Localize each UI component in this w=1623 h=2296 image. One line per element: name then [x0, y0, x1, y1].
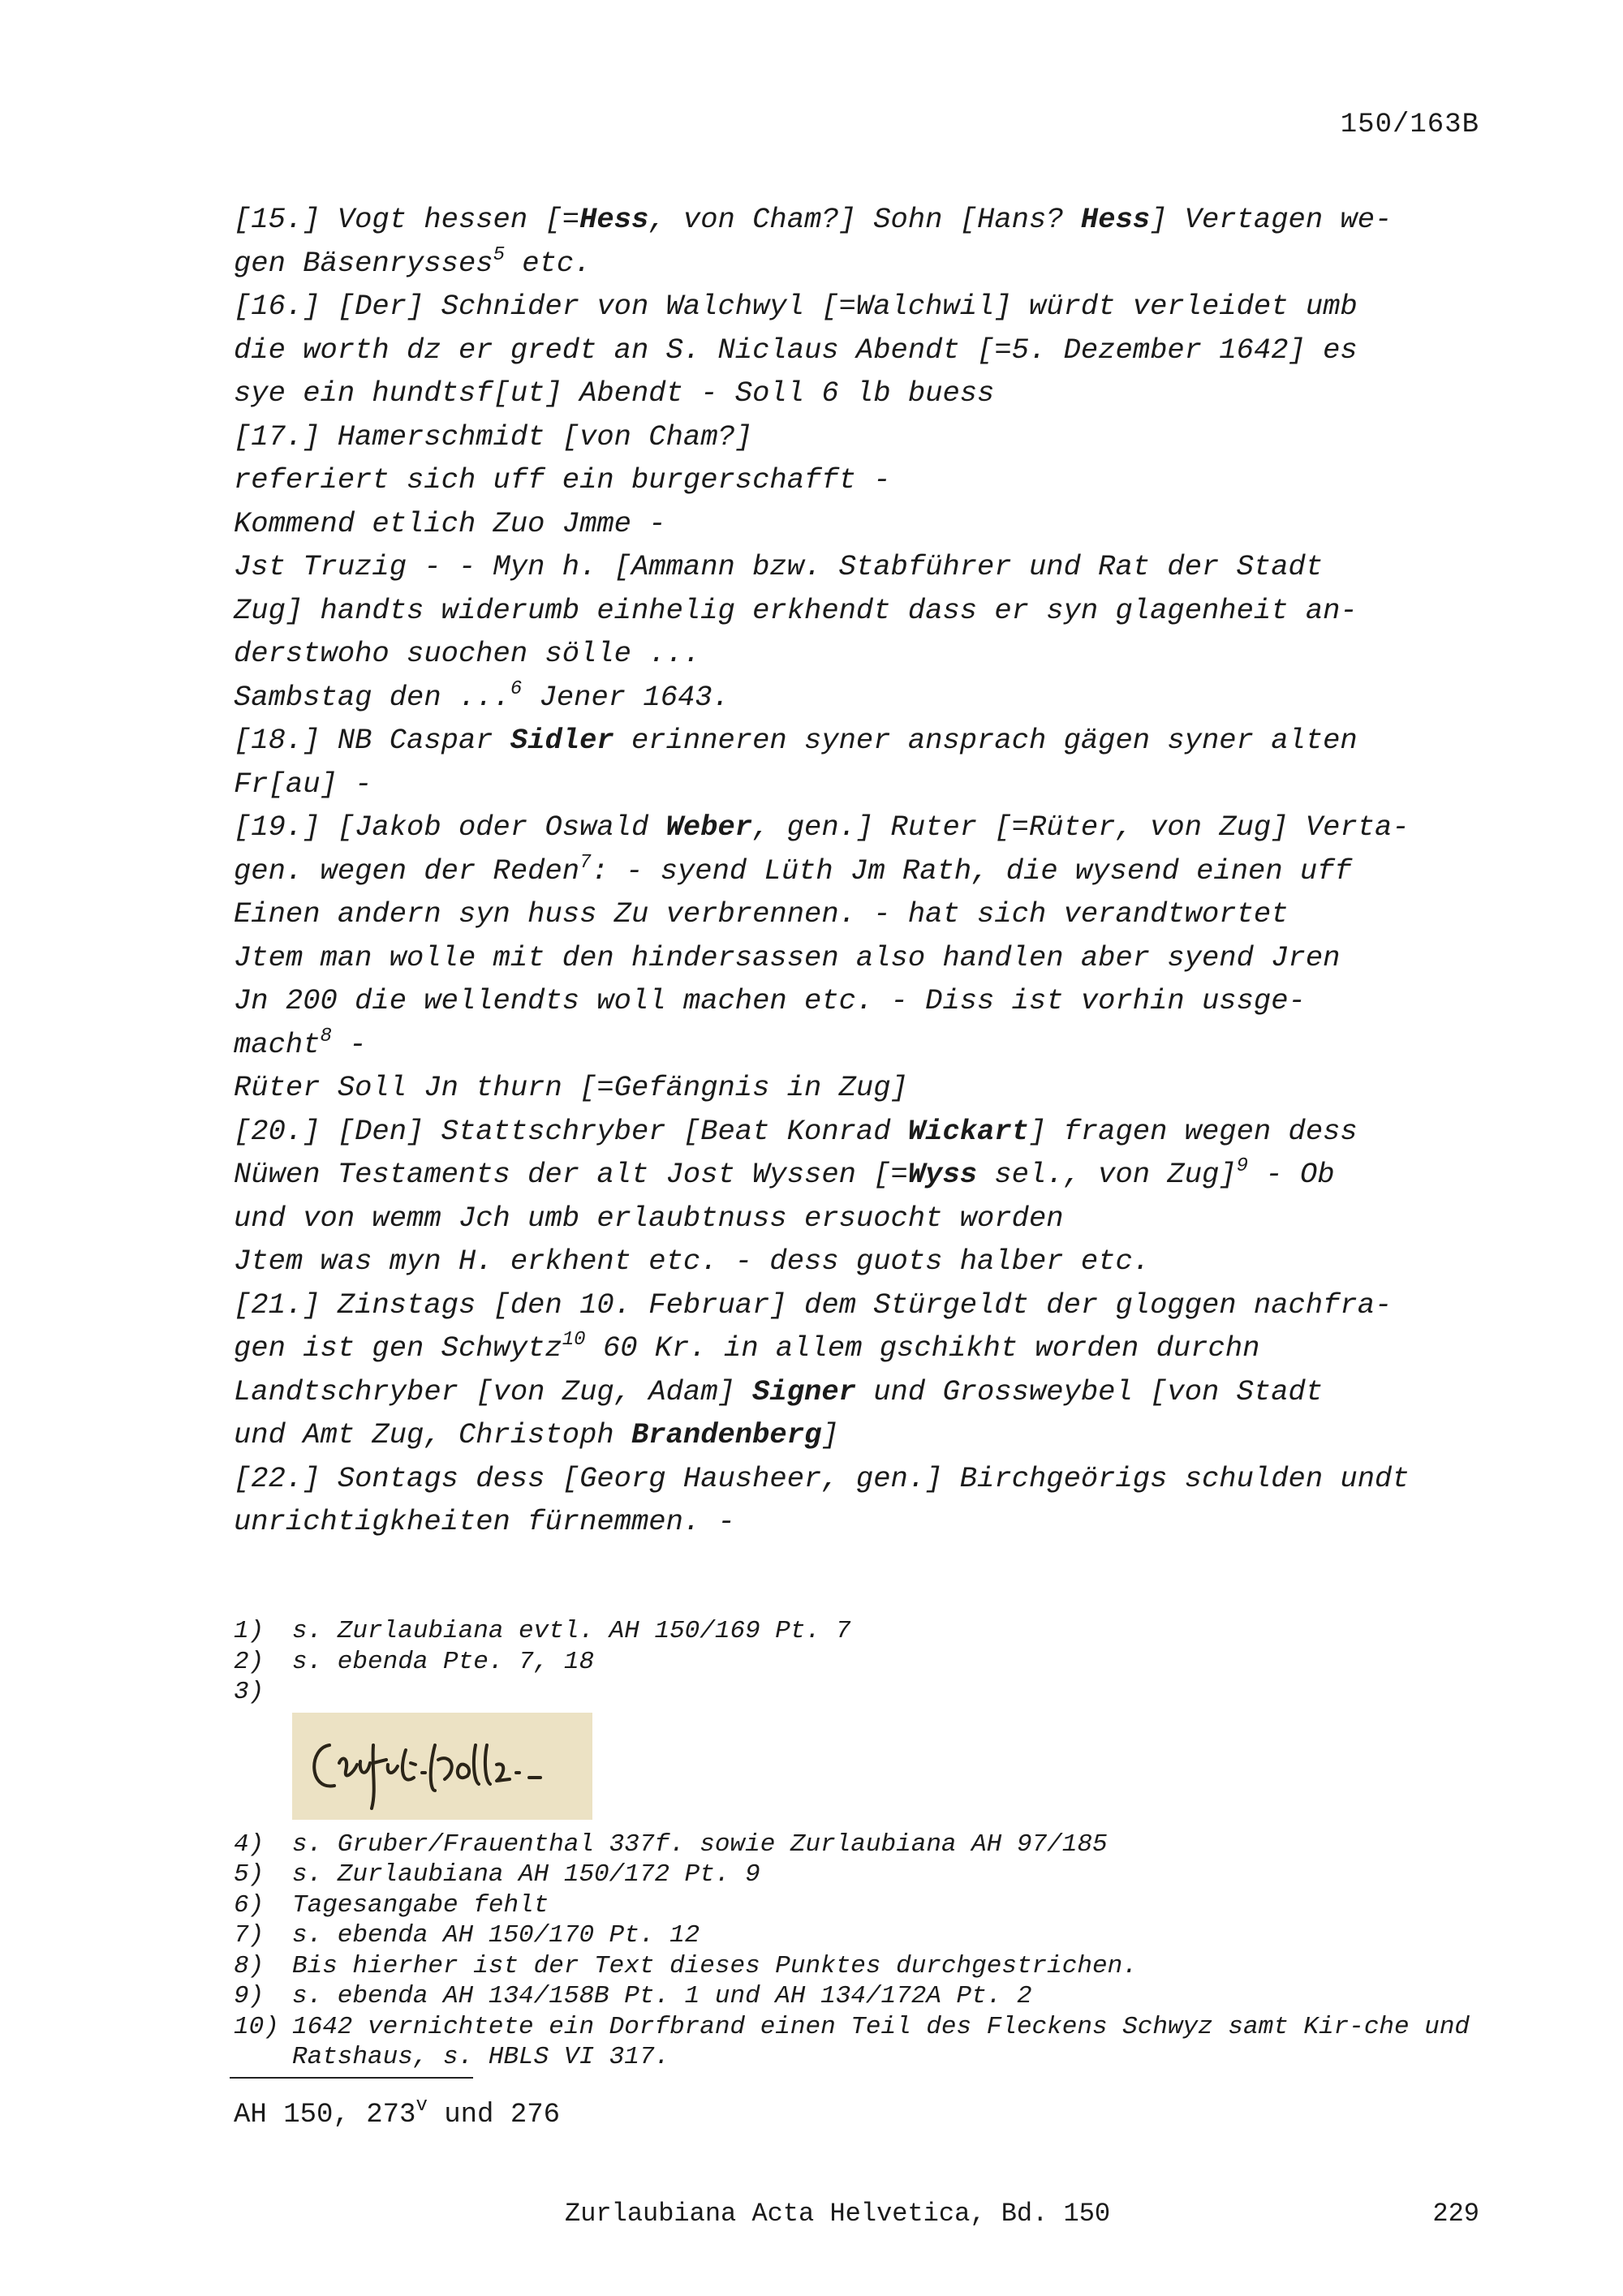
- text-segment: Jtem was myn H. erkhent etc. - dess guots halber etc.: [234, 1245, 1151, 1278]
- entry-line: [234, 1370, 1483, 1414]
- text-segment: und Amt Zug, Christoph: [234, 1418, 631, 1451]
- name-emphasis: Wickart: [907, 1114, 1029, 1148]
- entry-line: [234, 458, 1483, 502]
- text-segment: : - syend Lüth Jm Rath, die wysend einen uff: [591, 853, 1352, 888]
- main-text: [234, 198, 1483, 1544]
- entry-line: [234, 1283, 1483, 1327]
- text-segment: [19.] [Jakob oder Oswald: [234, 810, 666, 844]
- footnote-marker: 7: [579, 851, 592, 874]
- text-segment: Kommend etlich Zuo Jmme -: [234, 506, 666, 540]
- footnote-text: s. Zurlaubiana evtl. AH 150/169 Pt. 7: [292, 1617, 851, 1645]
- footnote: [234, 1890, 1483, 1921]
- footnote-text: s. Zurlaubiana AH 150/172 Pt. 9: [292, 1860, 760, 1889]
- footnote: [234, 1677, 1483, 1708]
- text-segment: Jtem man wolle mit den hindersassen also handlen aber syend Jren: [234, 940, 1341, 974]
- text-segment: Rüter Soll Jn thurn [=Gefängnis in Zug]: [234, 1071, 908, 1104]
- source-reference: [234, 2095, 561, 2130]
- text-segment: , von Cham?] Sohn [Hans?: [648, 203, 1081, 236]
- footnote-text: s. ebenda Pte. 7, 18: [292, 1647, 595, 1676]
- text-segment: etc.: [504, 246, 592, 280]
- footnote-text: 1642 vernichtete ein Dorfbrand einen Teil des Fleckens Schwyz samt Kir-che und Ratshaus, s. HBLS VI 317.: [292, 2012, 1470, 2071]
- footnote-number: 1): [234, 1617, 265, 1645]
- footnote-text: s. ebenda AH 150/170 Pt. 12: [292, 1921, 700, 1950]
- source-prefix: AH 150, 273: [234, 2100, 416, 2130]
- text-segment: ] fragen wegen dess: [1028, 1114, 1358, 1148]
- entry-line: [234, 1500, 1483, 1544]
- source-sup: v: [415, 2095, 428, 2117]
- entry-21: [234, 1283, 1483, 1457]
- name-emphasis: Hess: [579, 203, 649, 236]
- footnote-number: 9): [234, 1982, 265, 2010]
- footnote-number: 6): [234, 1890, 265, 1920]
- text-segment: Jn 200 die wellendts woll machen etc. - Diss ist vorhin ussge-: [234, 984, 1306, 1017]
- entry-line: [234, 502, 1483, 546]
- entry-line: [234, 372, 1483, 415]
- footnote-text: s. ebenda AH 134/158B Pt. 1 und AH 134/172A Pt. 2: [292, 1982, 1032, 2010]
- footnote: [234, 1829, 1483, 1860]
- entry-15: [234, 198, 1483, 285]
- footnote: [234, 1616, 1483, 1647]
- footnote-marker: 10: [562, 1329, 586, 1351]
- text-segment: Sambstag den ...: [234, 680, 510, 714]
- name-emphasis: Brandenberg: [631, 1418, 822, 1451]
- footnote: [234, 1860, 1483, 1890]
- page-reference: 150/163B: [1340, 110, 1479, 140]
- entry-line: [234, 719, 1483, 763]
- entry-20: [234, 1110, 1483, 1283]
- footnote: [234, 1981, 1483, 2012]
- text-segment: gen Bäsenrysses: [234, 246, 493, 280]
- footnote-number: 8): [234, 1951, 265, 1980]
- text-segment: unrichtigkheiten fürnemmen. -: [234, 1505, 735, 1538]
- entry-line: [234, 1457, 1483, 1501]
- entry-line: [234, 329, 1483, 372]
- entry-line: [234, 806, 1483, 849]
- text-segment: [16.] [Der] Schnider von Walchwyl [=Walchwil] würdt verleidet umb: [234, 290, 1358, 323]
- entry-line: [234, 198, 1483, 242]
- footnote: [234, 1647, 1483, 1678]
- text-segment: macht: [234, 1027, 321, 1061]
- entry-line: [234, 1413, 1483, 1457]
- text-segment: Einen andern syn huss Zu verbrennen. - hat sich verandtwortet: [234, 897, 1289, 931]
- footnote-text: [292, 1677, 1483, 1708]
- text-segment: Jener 1643.: [522, 680, 730, 714]
- text-segment: Nüwen Testaments der alt Jost Wyssen [=: [234, 1158, 908, 1191]
- entry-19: [234, 806, 1483, 1110]
- text-segment: , gen.] Ruter [=Rüter, von Zug] Verta-: [752, 810, 1410, 844]
- entry-line: [234, 1066, 1483, 1110]
- text-segment: Fr[au] -: [234, 767, 372, 801]
- text-segment: [21.] Zinstags [den 10. Februar] dem Stürgeldt der gloggen nachfra-: [234, 1288, 1393, 1322]
- entry-line: [234, 892, 1483, 936]
- footnote-number: 2): [234, 1647, 265, 1676]
- name-emphasis: Hess: [1080, 203, 1151, 236]
- footnote-number: 10): [234, 2012, 279, 2041]
- entry-line: [234, 763, 1483, 806]
- entry-line: [234, 415, 1483, 459]
- text-segment: derstwoho suochen sölle ...: [234, 637, 701, 670]
- footnotes: [234, 1616, 1483, 2073]
- text-segment: Zug] handts widerumb einhelig erkhendt dass er syn glagenheit an-: [234, 593, 1358, 627]
- text-segment: [20.] [Den] Stattschryber [Beat Konrad: [234, 1114, 908, 1148]
- entry-line: [234, 545, 1483, 589]
- entry-18: [234, 719, 1483, 806]
- text-segment: [17.] Hamerschmidt [von Cham?]: [234, 419, 753, 454]
- entry-line: [234, 285, 1483, 329]
- footnote-text: Tagesangabe fehlt: [292, 1890, 549, 1920]
- handwritten-signature-image: [292, 1713, 592, 1820]
- text-segment: ] Vertagen we-: [1150, 203, 1393, 236]
- text-segment: sel., von Zug]: [977, 1158, 1237, 1191]
- entry-line: [234, 589, 1483, 633]
- text-segment: erinneren syner ansprach gägen syner alten: [613, 724, 1358, 757]
- footnote-number: 5): [234, 1860, 265, 1889]
- footnote: [234, 1920, 1483, 1951]
- name-emphasis: Sidler: [510, 724, 614, 757]
- text-segment: [22.] Sontags dess [Georg Hausheer, gen.] Birchgeörigs schulden undt: [234, 1461, 1410, 1495]
- name-emphasis: Weber: [665, 810, 753, 844]
- entry-line: [234, 936, 1483, 980]
- footnote-number: 7): [234, 1921, 265, 1950]
- footnote: [234, 1951, 1483, 1982]
- footnote: [234, 2012, 1483, 2073]
- entry-line: [234, 1197, 1483, 1240]
- text-segment: [15.] Vogt hessen [=: [234, 203, 580, 236]
- entry-line: [234, 676, 1483, 720]
- entry-line: [234, 1023, 1483, 1067]
- entry-line: [234, 242, 1483, 286]
- entry-16: [234, 285, 1483, 415]
- entry-line: [234, 1240, 1483, 1283]
- text-segment: ]: [821, 1418, 839, 1451]
- text-segment: gen. wegen der Reden: [234, 853, 580, 888]
- text-segment: [18.] NB Caspar: [234, 724, 510, 757]
- text-segment: und Grossweybel [von Stadt: [855, 1374, 1324, 1408]
- entry-line: [234, 1326, 1483, 1370]
- text-segment: - Ob: [1248, 1158, 1335, 1191]
- entry-line: [234, 849, 1483, 893]
- entry-17: [234, 415, 1483, 720]
- footnote-text: Bis hierher ist der Text dieses Punktes durchgestrichen.: [292, 1951, 1138, 1980]
- page-number: 229: [1432, 2199, 1479, 2229]
- footnote-marker: 9: [1236, 1155, 1249, 1177]
- text-segment: Jst Truzig - - Myn h. [Ammann bzw. Stabführer und Rat der Stadt: [234, 550, 1324, 583]
- entry-22: [234, 1457, 1483, 1544]
- entry-line: [234, 1153, 1483, 1197]
- entry-line: [234, 1110, 1483, 1154]
- footnote-number: 3): [234, 1678, 265, 1706]
- text-segment: die worth dz er gredt an S. Niclaus Abendt [=5. Dezember 1642] es: [234, 333, 1358, 367]
- footnote-number: 4): [234, 1829, 265, 1859]
- footnote-text: s. Gruber/Frauenthal 337f. sowie Zurlaubiana AH 97/185: [292, 1829, 1108, 1859]
- source-suffix: und 276: [427, 2100, 561, 2130]
- footnote-marker: 5: [493, 243, 505, 266]
- footer-title: Zurlaubiana Acta Helvetica, Bd. 150: [565, 2199, 1111, 2229]
- source-divider: [230, 2077, 473, 2079]
- entry-line: [234, 632, 1483, 676]
- text-segment: Landtschryber [von Zug, Adam]: [234, 1374, 753, 1408]
- entry-line: [234, 979, 1483, 1023]
- name-emphasis: Signer: [752, 1374, 856, 1408]
- text-segment: und von wemm Jch umb erlaubtnuss ersuocht worden: [234, 1201, 1064, 1235]
- text-segment: -: [331, 1027, 367, 1061]
- footnote-marker: 8: [320, 1025, 332, 1047]
- footnote-marker: 6: [510, 677, 523, 700]
- text-segment: 60 Kr. in allem gschikht worden durchn: [585, 1331, 1260, 1365]
- text-segment: gen ist gen Schwytz: [234, 1331, 562, 1365]
- text-segment: referiert sich uff ein burgerschafft -: [234, 463, 891, 497]
- text-segment: sye ein hundtsf[ut] Abendt - Soll 6 lb buess: [234, 376, 995, 410]
- name-emphasis: Wyss: [907, 1158, 978, 1191]
